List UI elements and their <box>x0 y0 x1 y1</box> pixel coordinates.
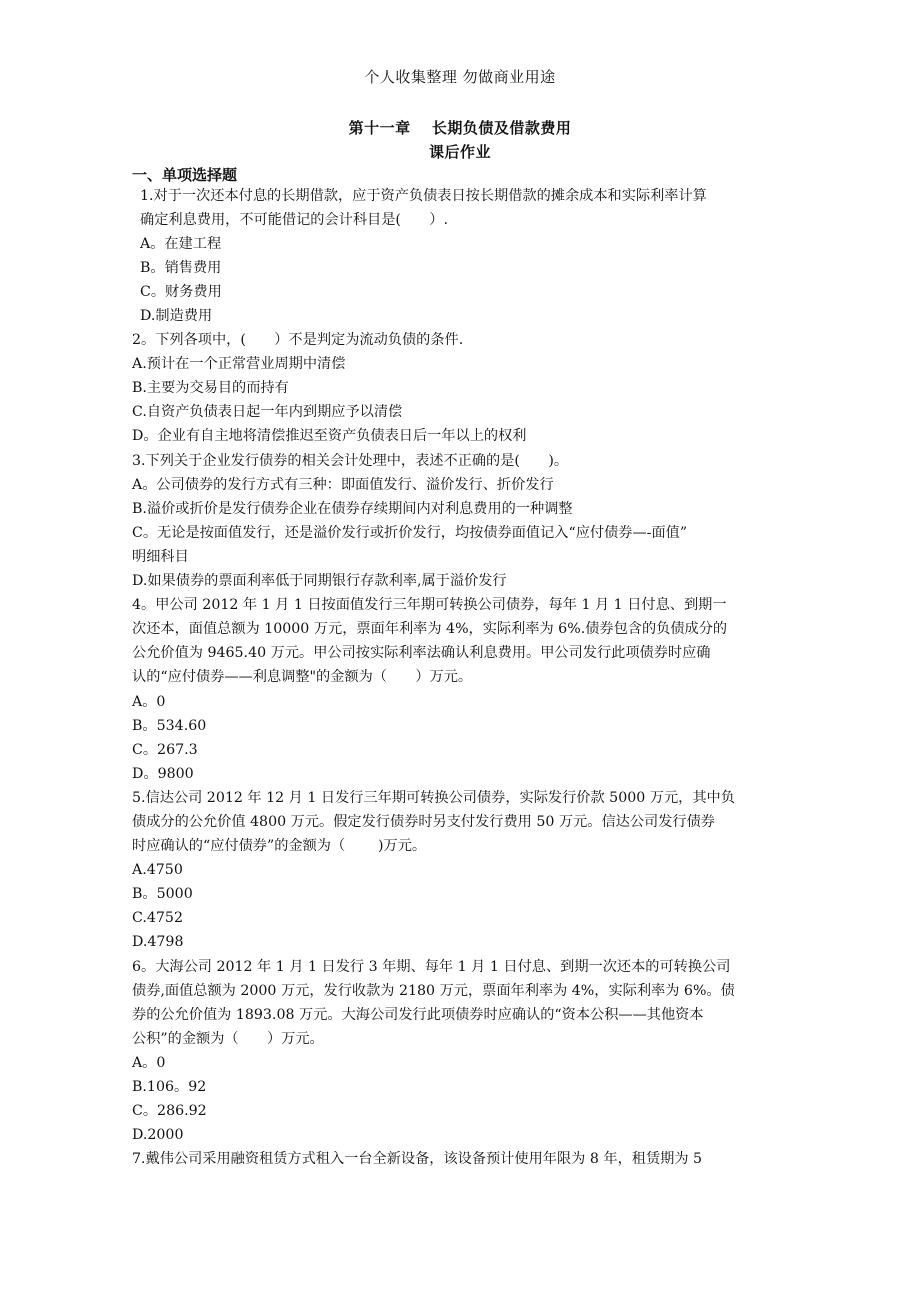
text-line: 6。大海公司 2012 年 1 月 1 日发行 3 年期、每年 1 月 1 日付息、到期一次还本的可转换公司 <box>132 959 731 975</box>
text-line: 3.下列关于企业发行债券的相关会计处理中，表述不正确的是( )。 <box>132 453 569 469</box>
text-line: C.自资产负债表日起一年内到期应予以清偿 <box>132 404 403 420</box>
text-line: 债成分的公允价值 4800 万元。假定发行债券时另支付发行费用 50 万元。信达公司发行债券 <box>132 814 715 830</box>
text-line: 4。甲公司 2012 年 1 月 1 日按面值发行三年期可转换公司债券，每年 1 月 1 日付息、到期一 <box>132 597 727 613</box>
text-line: C。286.92 <box>132 1103 207 1119</box>
text-line: 2。下列各项中，( ）不是判定为流动负债的条件. <box>132 332 464 348</box>
text-line: 公积”的金额为（ ）万元。 <box>132 1031 324 1047</box>
chapter-title: 第十一章 长期负债及借款费用 <box>348 119 572 137</box>
text-line: B。534.60 <box>132 718 207 734</box>
text-line: A。0 <box>132 1055 166 1071</box>
text-line: 次还本，面值总额为 10000 万元，票面年利率为 4%，实际利率为 6%.债券包含的负债成分的 <box>132 621 728 637</box>
text-line: A.预计在一个正常营业周期中清偿 <box>132 356 346 372</box>
text-line: B.主要为交易目的而持有 <box>132 380 289 396</box>
text-line: C。267.3 <box>132 742 198 758</box>
text-line: 券的公允价值为 1893.08 万元。大海公司发行此项债券时应确认的“资本公积——其他资本 <box>132 1007 704 1023</box>
text-line: D.制造费用 <box>140 308 213 324</box>
text-line: D。企业有自主地将清偿推迟至资产负债表日后一年以上的权利 <box>132 428 527 444</box>
text-line: D.4798 <box>132 934 184 950</box>
text-line: B。5000 <box>132 886 193 902</box>
subtitle: 课后作业 <box>428 143 491 161</box>
section-heading: 一、单项选择题 <box>132 166 238 184</box>
text-line: 确定利息费用，不可能借记的会计科目是( ）. <box>140 212 448 228</box>
text-line: A。在建工程 <box>140 236 222 252</box>
text-line: B。销售费用 <box>140 260 222 276</box>
text-line: 认的“应付债券——利息调整"的金额为（ ）万元。 <box>132 669 473 685</box>
text-line: 1.对于一次还本付息的长期借款，应于资产负债表日按长期借款的摊余成本和实际利率计算 <box>140 188 707 204</box>
text-line: D.2000 <box>132 1127 184 1143</box>
text-line: A。公司债券的发行方式有三种：即面值发行、溢价发行、折价发行 <box>132 477 554 493</box>
text-line: A。0 <box>132 694 166 710</box>
text-line: 明细科目 <box>132 549 189 565</box>
text-line: 公允价值为 9465.40 万元。甲公司按实际利率法确认利息费用。甲公司发行此项债券时应确 <box>132 645 711 661</box>
page-header: 个人收集整理 勿做商业用途 <box>364 68 556 86</box>
text-line: D。9800 <box>132 766 194 782</box>
text-line: 5.信达公司 2012 年 12 月 1 日发行三年期可转换公司债券，实际发行价款 5000 万元，其中负 <box>132 790 735 806</box>
text-line: 债券,面值总额为 2000 万元，发行收款为 2180 万元，票面年利率为 4%，实际利率为 6%。债 <box>132 983 735 999</box>
text-line: C。无论是按面值发行，还是溢价发行或折价发行，均按债券面值记入“应付债券—-面值” <box>132 525 688 541</box>
text-line: B.溢价或折价是发行债券企业在债券存续期间内对利息费用的一种调整 <box>132 501 573 517</box>
text-line: D.如果债券的票面利率低于同期银行存款利率,属于溢价发行 <box>132 573 507 589</box>
text-line: A.4750 <box>132 862 183 878</box>
text-line: B.106。92 <box>132 1079 207 1095</box>
text-line: C。财务费用 <box>140 284 222 300</box>
text-line: 时应确认的“应付债券”的金额为（ )万元。 <box>132 838 427 854</box>
text-line: 7.戴伟公司采用融资租赁方式租入一台全新设备，该设备预计使用年限为 8 年，租赁期为 5 <box>132 1151 703 1167</box>
text-line: C.4752 <box>132 910 183 926</box>
